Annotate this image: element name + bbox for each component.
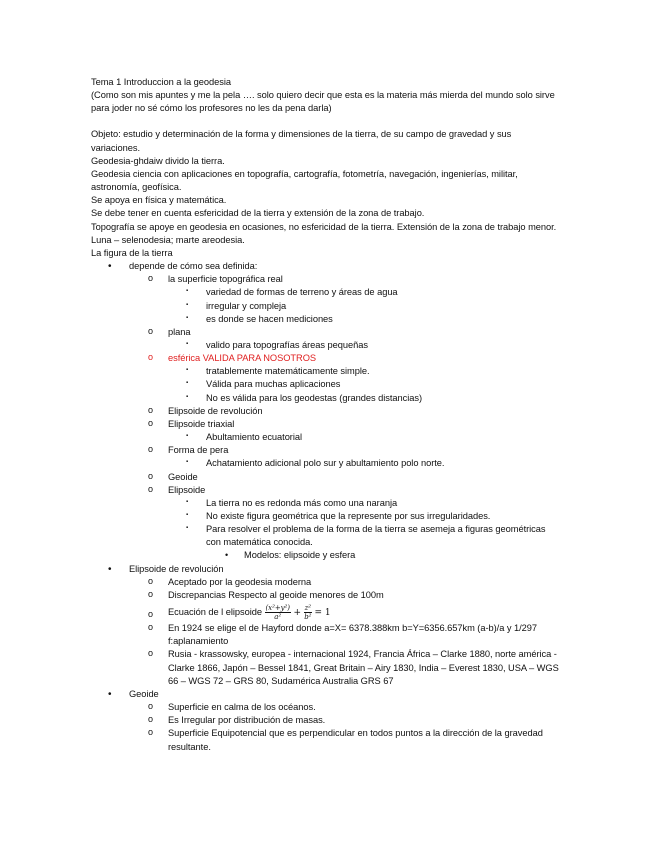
circle-marker: o — [148, 648, 153, 659]
paragraph-figura: La figura de la tierra — [91, 247, 173, 258]
list-item: o Aceptado por la geodesia moderna — [148, 575, 312, 587]
circle-marker: o — [148, 325, 153, 336]
bullet-marker: • — [108, 261, 112, 273]
list-item-equation: o Ecuación de l elipsoide $\frac{\text{(x²+y²)}}{\text{a²}}$ + $\frac{\text{z²}}{\text{b²}}$ = 1 — [148, 604, 331, 622]
list-item: • Elipsoide de revolución — [108, 563, 224, 575]
circle-marker: o — [148, 444, 153, 455]
list-item: ▪ irregular y compleja — [186, 300, 287, 311]
list-item: ▪ Achatamiento adicional polo sur y abultamiento polo norte. — [186, 458, 445, 469]
circle-marker: o — [148, 404, 153, 415]
paragraph-geodesia-griego: Geodesia-ghdaiw divido la tierra. — [91, 155, 225, 166]
circle-marker: o — [148, 727, 153, 738]
list-item: o Superficie Equipotencial que es perpendicular en todos puntos a la dirección de la gravedad resultante. — [148, 727, 543, 752]
paragraph-aplicaciones: Geodesia ciencia con aplicaciones en topografía, cartografía, fotometría, navegación, ingenierías, militar, astronomía, geofísica. — [91, 168, 518, 193]
list-item: ▪ No es válida para los geodestas (grandes distancias) — [186, 392, 423, 403]
equation-fraction-1: $\frac{\text{(x²+y²)}}{\text{a²}}$ — [265, 604, 290, 622]
circle-marker: o — [148, 352, 153, 363]
square-marker: ▪ — [186, 512, 189, 518]
square-marker: ▪ — [186, 459, 189, 466]
list-item: o Geoide — [148, 470, 198, 482]
bullet-marker: • — [225, 550, 229, 561]
list-item: o Es Irregular por distribución de masas. — [148, 714, 326, 726]
square-marker: ▪ — [186, 367, 189, 374]
list-item: • depende de cómo sea definida: — [108, 261, 258, 273]
circle-marker: o — [148, 417, 153, 428]
list-item: ▪ No existe figura geométrica que la represente por sus irregularidades. — [186, 511, 491, 521]
circle-marker: o — [148, 714, 153, 725]
list-item: o Discrepancias Respecto al geoide menores de 100m — [148, 588, 384, 600]
square-marker: ▪ — [186, 340, 189, 347]
list-item: o Elipsoide triaxial — [148, 417, 235, 429]
valid-tag: VALIDA PARA NOSOTROS — [202, 353, 317, 364]
circle-marker: o — [148, 588, 153, 599]
circle-marker: o — [148, 575, 153, 586]
square-marker: ▪ — [186, 393, 189, 400]
circle-marker: o — [148, 609, 153, 620]
list-item: o la superficie topográfica real — [148, 273, 283, 285]
bullet-marker: • — [108, 688, 112, 700]
square-marker: ▪ — [186, 525, 189, 532]
list-item: ▪ es donde se hacen mediciones — [186, 313, 333, 324]
list-item: o En 1924 se elige el de Hayford donde a=X= 6378.388km b=Y=6356.657km (a-b)/a y 1/297 f:aplanamiento — [148, 622, 538, 647]
list-item: ▪ Válida para muchas aplicaciones — [186, 379, 341, 390]
list-item: ▪ Abultamiento ecuatorial — [186, 432, 303, 443]
equation-fraction-2: $\frac{\text{z²}}{\text{b²}}$ — [304, 604, 312, 622]
square-marker: ▪ — [186, 498, 189, 505]
document-title: Tema 1 Introduccion a la geodesia — [91, 77, 231, 87]
list-item: • Geoide — [108, 688, 159, 700]
circle-marker: o — [148, 622, 153, 633]
bullet-marker: • — [108, 563, 112, 575]
notes-content — [91, 76, 561, 754]
paragraph-esfericidad: Se debe tener en cuenta esfericidad de la tierra y extensión de la zona de trabajo. — [91, 208, 425, 219]
paragraph-apoya: Se apoya en física y matemática. — [91, 195, 227, 206]
list-item: ▪ variedad de formas de terreno y áreas de agua — [186, 287, 398, 298]
list-item: ▪ valido para topografías áreas pequeñas — [186, 339, 368, 350]
list-item-highlighted: o esférica VALIDA PARA NOSOTROS — [148, 352, 317, 364]
list-item: o Superficie en calma de los océanos. — [148, 701, 316, 713]
circle-marker: o — [148, 273, 153, 284]
list-item: ▪ Para resolver el problema de la forma de la tierra se asemeja a figuras geométricas con matemática conocida. — [186, 524, 546, 548]
list-item: o Elipsoide — [148, 483, 206, 495]
paragraph-objeto: Objeto: estudio y determinación de la forma y dimensiones de la tierra, de su campo de gravedad y sus variaciones. — [91, 129, 512, 153]
spacer — [91, 115, 561, 128]
square-marker: ▪ — [186, 288, 189, 295]
list-item: o Elipsoide de revolución — [148, 404, 263, 416]
list-item: • Modelos: elipsoide y esfera — [91, 549, 561, 562]
paragraph-topografia: Topografía se apoye en geodesia en ocasiones, no esfericidad de la tierra. Extensión de la zona de trabajo menor. — [91, 221, 557, 232]
circle-marker: o — [148, 470, 153, 481]
square-marker: ▪ — [186, 301, 189, 308]
author-note: (Como son mis apuntes y me la pela …. solo quiero decir que esta es la materia más mierda del mundo solo sirve para joder no sé cómo los profesores no les da pena darla) — [91, 90, 555, 114]
list-item: ▪ La tierra no es redonda más como una naranja — [186, 497, 398, 508]
circle-marker: o — [148, 701, 153, 712]
list-item: o Forma de pera — [148, 444, 229, 456]
list-item: o Rusia - krassowsky, europea - internacional 1924, Francia África – Clarke 1880, norte américa -Clarke 1866, Japón – Bessel 1841, Great Britain – Airy 1830, India – Everest 1830, USA – WGS 66 – WGS 72 – GRS 80, Sudamérica Australia GRS 67 — [148, 648, 559, 686]
square-marker: ▪ — [186, 314, 189, 321]
square-marker: ▪ — [186, 380, 189, 387]
list-item: o plana — [148, 325, 191, 337]
list-item: ▪ tratablemente matemáticamente simple. — [186, 366, 370, 377]
paragraph-luna: Luna – selenodesia; marte areodesia. — [91, 234, 245, 245]
square-marker: ▪ — [186, 433, 189, 440]
circle-marker: o — [148, 483, 153, 494]
